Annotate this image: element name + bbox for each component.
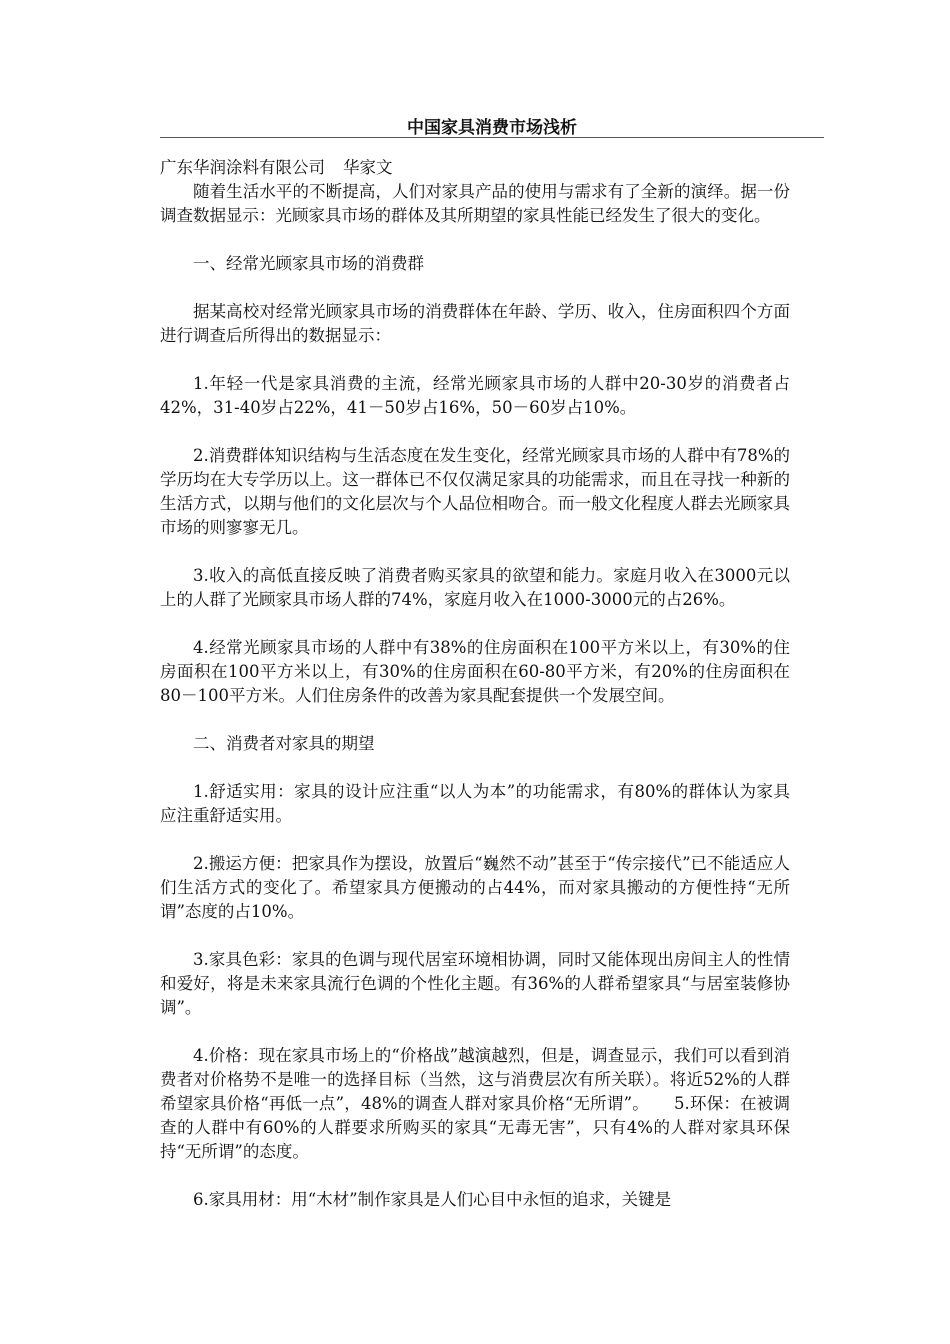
document-body <box>160 156 790 1212</box>
section-2-item: 1.舒适实用：家具的设计应注重“以人为本”的功能需求，有80%的群体认为家具应注重舒适实用。 <box>160 782 790 825</box>
intro-paragraph: 随着生活水平的不断提高，人们对家具产品的使用与需求有了全新的演绎。据一份调查数据显示：光顾家具市场的群体及其所期望的家具性能已经发生了很大的变化。 <box>160 182 790 225</box>
section-2-heading: 二、消费者对家具的期望 <box>193 734 375 753</box>
section-2-item: 3.家具色彩：家具的色调与现代居室环境相协调，同时又能体现出房间主人的性情和爱好，将是未来家具流行色调的个性化主题。有36%的人群希望家具“与居室装修协调”。 <box>160 950 790 1017</box>
section-1-item: 3.收入的高低直接反映了消费者购买家具的欲望和能力。家庭月收入在3000元以上的人群了光顾家具市场人群的74%，家庭月收入在1000-3000元的占26%。 <box>160 566 790 609</box>
section-1-item: 1.年轻一代是家具消费的主流，经常光顾家具市场的人群中20-30岁的消费者占42%，31-40岁占22%，41－50岁占16%，50－60岁占10%。 <box>160 374 790 417</box>
byline <box>160 156 790 180</box>
section-1-item: 4.经常光顾家具市场的人群中有38%的住房面积在100平方米以上，有30%的住房面积在100平方米以上，有30%的住房面积在60-80平方米，有20%的住房面积在80－100平方米。人们住房条件的改善为家具配套提供一个发展空间。 <box>160 638 790 705</box>
section-2-item: 4.价格：现在家具市场上的“价格战”越演越烈，但是，调查显示，我们可以看到消费者对价格势不是唯一的选择目标（当然，这与消费层次有所关联）。将近52%的人群希望家具价格“再低一点”，48%的调查人群对家具价格“无所谓”。 5.环保：在被调查的人群中有60%的人群要求所购买的家具“无毒无害”，只有4%的人群对家具环保持“无所谓”的态度。 <box>160 1046 790 1161</box>
section-2-item: 2.搬运方便：把家具作为摆设，放置后“巍然不动”甚至于“传宗接代”已不能适应人们生活方式的变化了。希望家具方便搬动的占44%，而对家具搬动的方便性持“无所谓”态度的占10%。 <box>160 854 790 921</box>
byline-author: 华家文 <box>343 158 393 177</box>
title-divider <box>160 137 824 138</box>
section-2-item: 6.家具用材：用“木材”制作家具是人们心目中永恒的追求，关键是 <box>193 1190 672 1209</box>
document-title: 中国家具消费市场浅析 <box>407 118 577 138</box>
section-1-heading: 一、经常光顾家具市场的消费群 <box>193 254 424 273</box>
byline-company: 广东华润涂料有限公司 <box>160 158 325 177</box>
section-1-item: 2.消费群体知识结构与生活态度在发生变化，经常光顾家具市场的人群中有78%的学历均在大专学历以上。这一群体已不仅仅满足家具的功能需求，而且在寻找一种新的生活方式，以期与他们的文化层次与个人品位相吻合。而一般文化程度人群去光顾家具市场的则寥寥无几。 <box>160 446 790 537</box>
section-1-lead: 据某高校对经常光顾家具市场的消费群体在年龄、学历、收入，住房面积四个方面进行调查后所得出的数据显示： <box>160 302 790 345</box>
